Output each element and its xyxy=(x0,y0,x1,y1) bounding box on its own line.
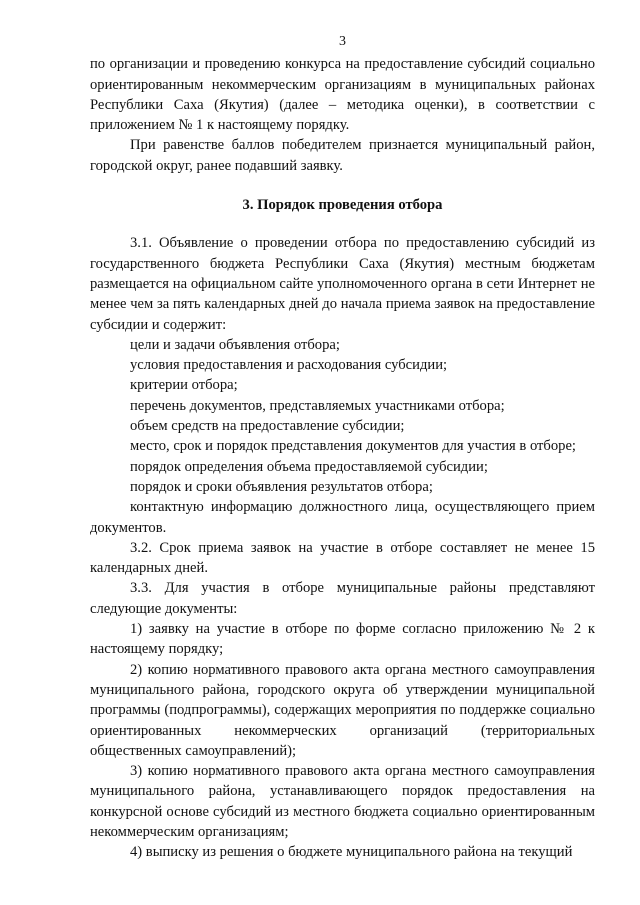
document-page xyxy=(90,32,595,863)
page-number: 3 xyxy=(339,34,346,49)
announcement-item: цели и задачи объявления отбора; xyxy=(130,336,340,353)
paragraph-tie-rule: При равенстве баллов победителем признается муниципальный район, городской округ, ранее подавший заявку. xyxy=(90,137,595,174)
announcement-item: порядок определения объема предоставляемой субсидии; xyxy=(130,458,488,475)
announcement-item: контактную информацию должностного лица, осуществляющего прием документов. xyxy=(90,499,595,536)
announcement-item: критерии отбора; xyxy=(130,377,238,394)
announcement-item: объем средств на предоставление субсидии; xyxy=(130,418,405,435)
clause-3-2: 3.2. Срок приема заявок на участие в отборе составляет не менее 15 календарных дней. xyxy=(90,539,595,577)
announcement-item: место, срок и порядок представления документов для участия в отборе; xyxy=(130,438,576,455)
section-heading: 3. Порядок проведения отбора xyxy=(242,197,443,214)
clause-3-3: 3.3. Для участия в отборе муниципальные районы представляют следующие документы: xyxy=(90,580,595,617)
document-item: 1) заявку на участие в отборе по форме согласно приложению № 2 к настоящему порядку; xyxy=(90,621,595,658)
document-item: 2) копию нормативного правового акта органа местного самоуправления муниципального района, городского округа об утверждении муниципальной программы (подпрограммы), содержащих мероприятия по поддержке социально ориентированных некоммерческих организаций (территориальных общественных самоуправлений); xyxy=(90,661,595,759)
paragraph-continuation: по организации и проведению конкурса на предоставление субсидий социально ориентированным некоммерческим организациям в муниципальных районах Республики Саха (Якутия) (далее – методика оценки), в соответствии с приложением № 1 к настоящему порядку. xyxy=(90,56,595,134)
announcement-item: условия предоставления и расходования субсидии; xyxy=(130,357,448,374)
document-item: 3) копию нормативного правового акта органа местного самоуправления муниципального района, устанавливающего порядок предоставления на конкурсной основе субсидий из местного бюджета социально ориентированным некоммерческим организациям; xyxy=(90,763,595,840)
clause-3-1: 3.1. Объявление о проведении отбора по предоставлению субсидий из государственного бюджета Республики Саха (Якутия) местным бюджетам размещается на официальном сайте уполномоченного органа в сети Интернет не менее чем за пять календарных дней до начала приема заявок на предоставление субсидии и содержит: xyxy=(90,235,595,333)
announcement-item: перечень документов, представляемых участниками отбора; xyxy=(130,397,505,414)
announcement-item: порядок и сроки объявления результатов отбора; xyxy=(130,478,433,495)
document-item: 4) выписку из решения о бюджете муниципального района на текущий xyxy=(130,844,573,861)
